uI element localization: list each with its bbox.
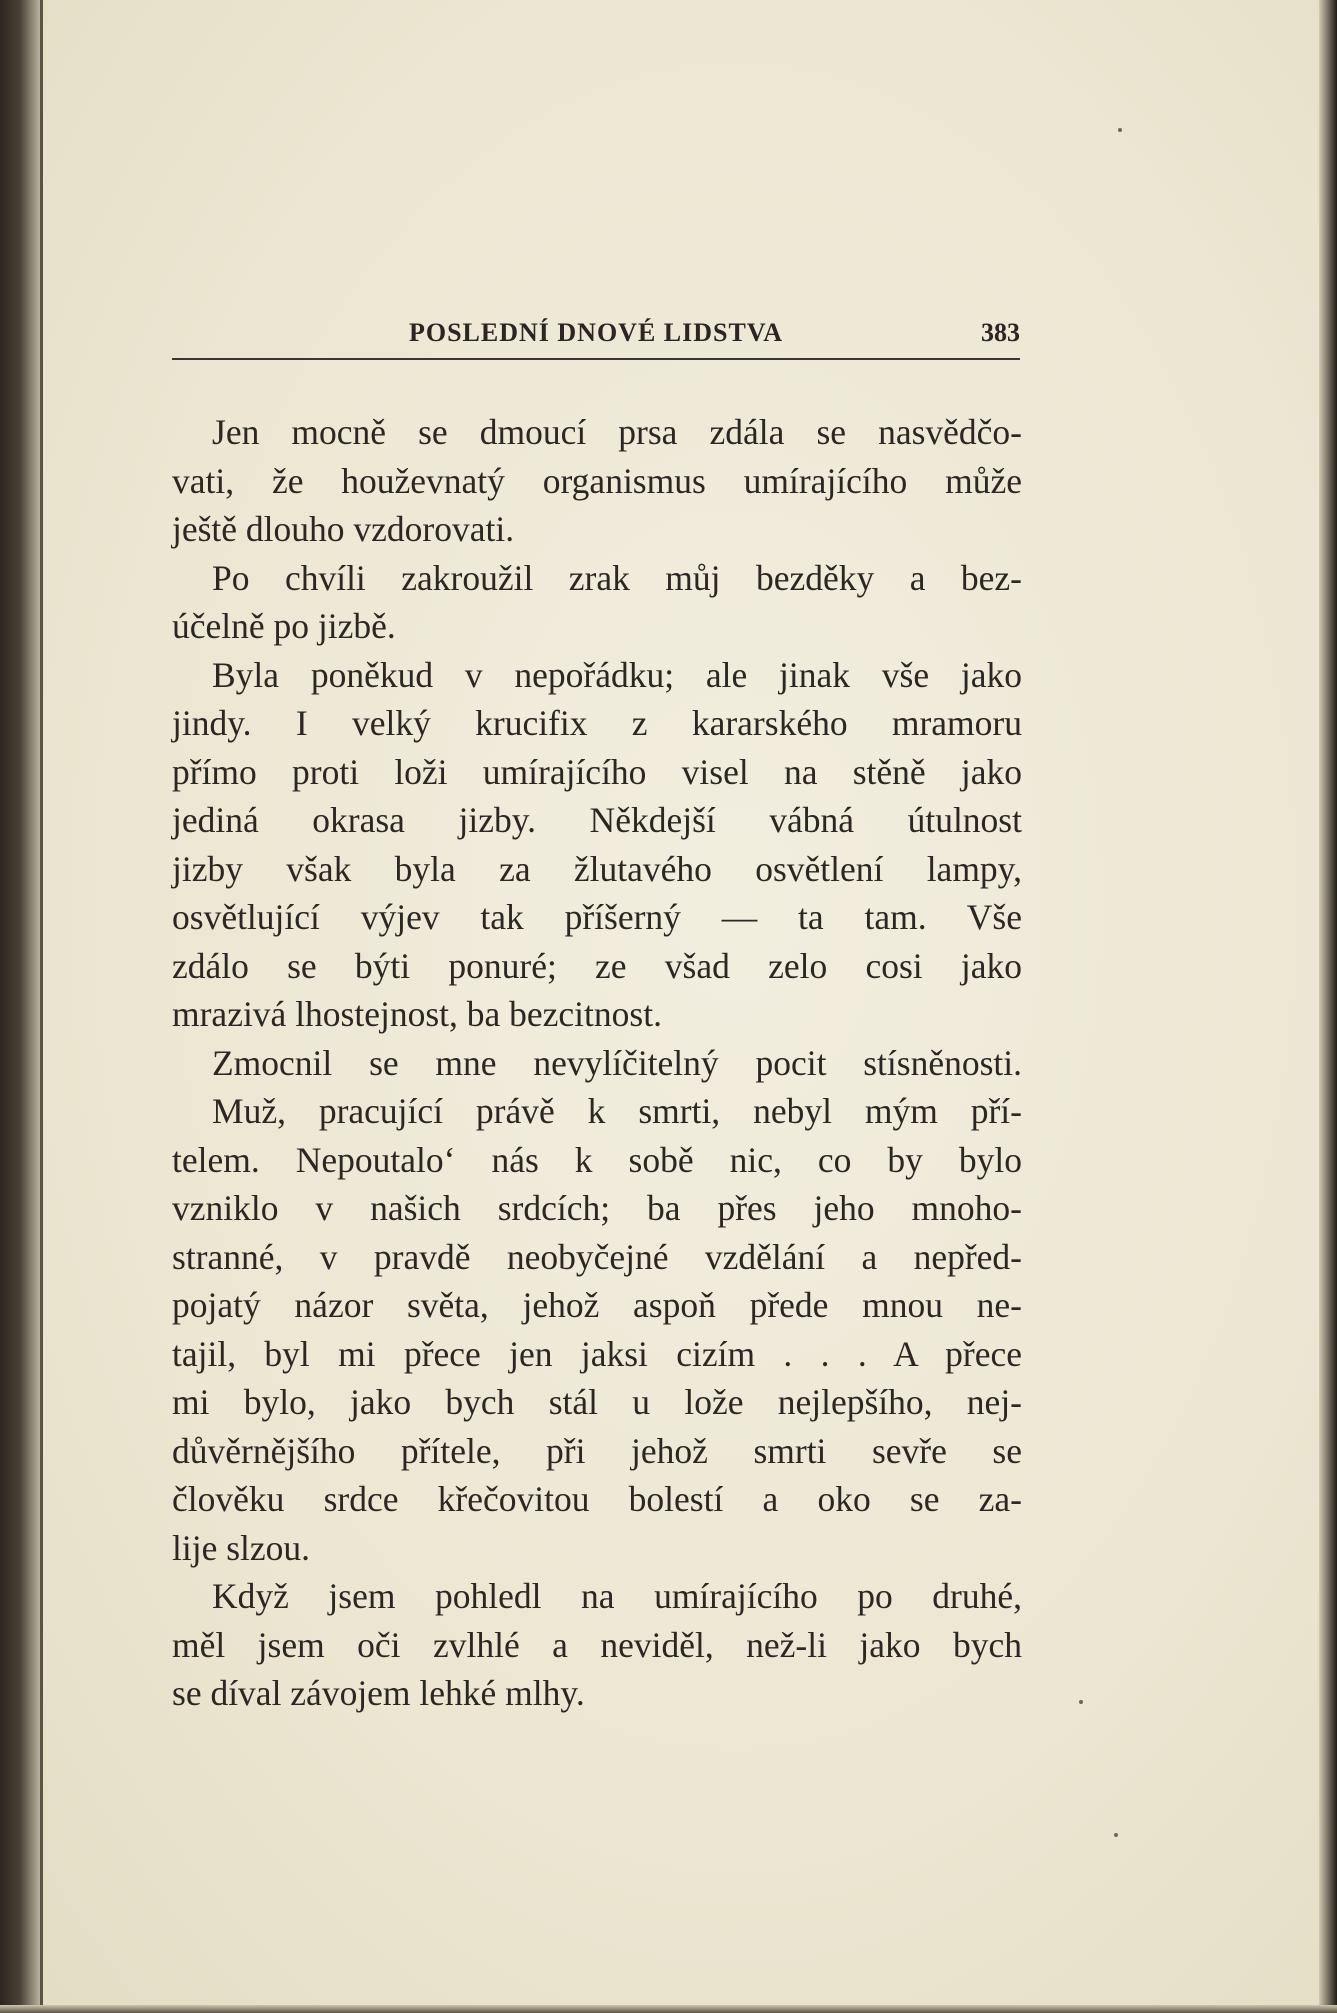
page-bottom-edge (0, 2005, 1337, 2013)
text-line: člověku srdce křečovitou bolestí a oko se za- (172, 1479, 1022, 1519)
text-line: pojatý názor světa, jehož aspoň přede mnou ne- (172, 1285, 1022, 1325)
text-line: účelně po jizbě. (172, 606, 396, 646)
text-line: Jen mocně se dmoucí prsa zdála se nasvědčo- (212, 412, 1022, 452)
running-title: POSLEDNÍ DNOVÉ LIDSTVA (408, 318, 784, 347)
text-line: Byla poněkud v nepořádku; ale jinak vše jako (212, 654, 1022, 695)
text-line: osvětlující výjev tak příšerný — ta tam. Vše (172, 897, 1022, 937)
paper-speck (1079, 1700, 1083, 1704)
text-line: se díval závojem lehké mlhy. (172, 1673, 585, 1713)
page-gutter-line (40, 0, 43, 2013)
text-line: jindy. I velký krucifix z kararského mramoru (172, 703, 1022, 743)
paper-speck (1114, 1833, 1118, 1837)
header-rule (172, 358, 1020, 360)
text-line: telem. Nepoutalo‘ nás k sobě nic, co by bylo (172, 1139, 1022, 1180)
page-right-edge (1319, 0, 1337, 2013)
text-line: měl jsem oči zvlhlé a neviděl, než-li jako bych (172, 1624, 1022, 1665)
page-number: 383 (981, 318, 1020, 347)
text-line: Když jsem pohledl na umírajícího po druhé, (212, 1576, 1022, 1616)
text-line: jizby však byla za žlutavého osvětlení lampy, (172, 848, 1022, 889)
text-line: mrazivá lhostejnost, ba bezcitnost. (172, 994, 662, 1034)
paper-speck (1118, 128, 1122, 132)
text-line: vzniklo v našich srdcích; ba přes jeho mnoho- (172, 1188, 1022, 1228)
text-line: lije slzou. (172, 1527, 311, 1568)
page-header (172, 318, 1020, 362)
text-line: zdálo se býti ponuré; ze všad zelo cosi jako (172, 945, 1022, 986)
text-line: vati, že houževnatý organismus umírajícího může (172, 460, 1022, 501)
text-line: důvěrnějšího přítele, při jehož smrti sevře se (172, 1430, 1022, 1471)
text-line: přímo proti loži umírajícího visel na stěně jako (172, 751, 1022, 792)
text-line: Po chvíli zakroužil zrak můj bezděky a bez- (212, 557, 1022, 598)
text-line: jediná okrasa jizby. Někdejší vábná útulnost (172, 800, 1022, 840)
text-line: mi bylo, jako bych stál u lože nejlepšího, nej- (172, 1382, 1022, 1422)
text-line: tajil, byl mi přece jen jaksi cizím . . . A přece (172, 1333, 1022, 1374)
text-line: stranné, v pravdě neobyčejné vzdělání a nepřed- (172, 1236, 1022, 1277)
text-line: Muž, pracující právě k smrti, nebyl mým pří- (212, 1091, 1022, 1131)
book-spine-shadow (0, 0, 40, 2013)
text-line: Zmocnil se mne nevylíčitelný pocit stísněnosti. (212, 1042, 1022, 1083)
body-text (172, 408, 1022, 1718)
text-line: ještě dlouho vzdorovati. (172, 509, 515, 549)
